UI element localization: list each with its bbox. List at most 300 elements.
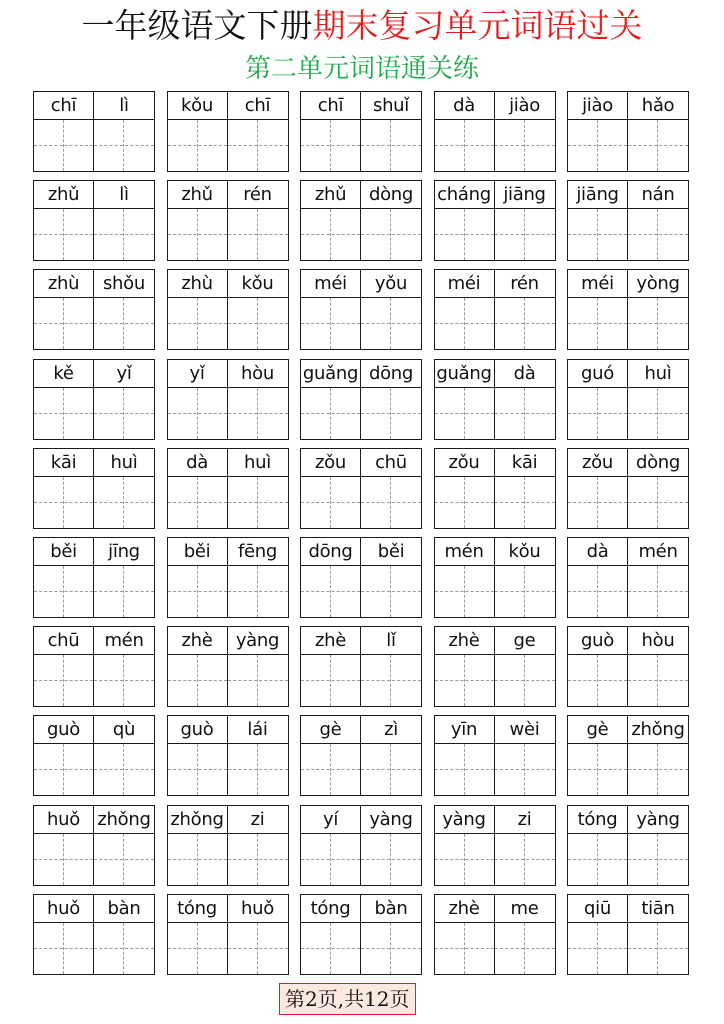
tianzige-cell[interactable]: [628, 566, 688, 617]
pinyin-syllable: guò: [568, 627, 628, 654]
pinyin-row: [568, 92, 688, 120]
tianzige-cell[interactable]: [628, 655, 688, 706]
tianzige-cell[interactable]: [301, 298, 361, 349]
tianzige-cell[interactable]: [361, 298, 421, 349]
pinyin-syllable: rén: [243, 184, 272, 206]
tianzige-cell[interactable]: [628, 120, 688, 171]
tianzige-cell[interactable]: [568, 298, 628, 349]
pinyin-row: [301, 627, 421, 655]
pinyin-syllable: hǎo: [641, 95, 675, 116]
tianzige-cell[interactable]: [628, 388, 688, 439]
tianzige-cell[interactable]: [435, 834, 495, 885]
pinyin-syllable: chī: [34, 92, 94, 119]
tianzige-cell[interactable]: [168, 209, 228, 260]
word-box: [33, 359, 155, 440]
tianzige-cell[interactable]: [94, 298, 154, 349]
tianzige-cell[interactable]: [34, 120, 94, 171]
tianzige-cell[interactable]: [34, 566, 94, 617]
character-writing-row: [34, 120, 154, 171]
character-writing-row: [34, 209, 154, 260]
guide-line-horizontal: [94, 680, 154, 681]
guide-line-vertical: [597, 744, 598, 795]
tianzige-cell[interactable]: [301, 655, 361, 706]
tianzige-cell[interactable]: [94, 209, 154, 260]
pinyin-syllable: huì: [644, 362, 672, 384]
tianzige-cell[interactable]: [568, 209, 628, 260]
tianzige-cell[interactable]: [301, 566, 361, 617]
tianzige-cell[interactable]: [435, 655, 495, 706]
guide-line-vertical: [597, 566, 598, 617]
guide-line-vertical: [123, 120, 124, 171]
guide-line-vertical: [390, 655, 391, 706]
word-row: [33, 537, 693, 619]
guide-line-vertical: [257, 566, 258, 617]
guide-line-vertical: [257, 834, 258, 885]
tianzige-cell[interactable]: [228, 388, 288, 439]
guide-line-vertical: [390, 388, 391, 439]
pinyin-row: [435, 806, 555, 834]
guide-line-horizontal: [495, 413, 555, 414]
tianzige-cell[interactable]: [34, 744, 94, 795]
tianzige-cell[interactable]: [301, 744, 361, 795]
guide-line-vertical: [197, 477, 198, 528]
tianzige-cell[interactable]: [94, 834, 154, 885]
guide-line-vertical: [123, 923, 124, 974]
tianzige-cell[interactable]: [628, 477, 688, 528]
pinyin-syllable: guò: [34, 716, 94, 743]
guide-line-horizontal: [628, 413, 688, 414]
pinyin-syllable: dà: [435, 92, 495, 119]
tianzige-cell[interactable]: [168, 923, 228, 974]
pinyin-syllable: kǒu: [241, 273, 274, 295]
tianzige-cell[interactable]: [34, 477, 94, 528]
guide-line-vertical: [597, 655, 598, 706]
pinyin-syllable: guó: [568, 360, 628, 387]
tianzige-cell[interactable]: [568, 923, 628, 974]
guide-line-vertical: [464, 834, 465, 885]
pinyin-row: [301, 270, 421, 298]
tianzige-cell[interactable]: [301, 834, 361, 885]
tianzige-cell[interactable]: [568, 477, 628, 528]
pinyin-row: [301, 895, 421, 923]
pinyin-syllable: tóng: [301, 895, 361, 922]
guide-line-horizontal: [495, 591, 555, 592]
pinyin-syllable: dà: [568, 538, 628, 565]
pinyin-syllable: bàn: [374, 897, 408, 919]
tianzige-cell[interactable]: [628, 923, 688, 974]
tianzige-cell[interactable]: [94, 120, 154, 171]
pinyin-row: [435, 895, 555, 923]
tianzige-cell[interactable]: [628, 209, 688, 260]
guide-line-vertical: [197, 834, 198, 885]
character-writing-row: [301, 209, 421, 260]
word-box: [567, 180, 689, 261]
tianzige-cell[interactable]: [568, 834, 628, 885]
character-writing-row: [34, 388, 154, 439]
pinyin-syllable: mén: [638, 541, 678, 562]
character-writing-row: [568, 655, 688, 706]
character-writing-row: [301, 477, 421, 528]
pinyin-syllable: jīng: [108, 541, 140, 562]
word-row: [33, 805, 693, 887]
guide-line-vertical: [390, 744, 391, 795]
tianzige-cell[interactable]: [495, 209, 555, 260]
word-box: [300, 269, 422, 350]
tianzige-cell[interactable]: [628, 834, 688, 885]
tianzige-cell[interactable]: [435, 120, 495, 171]
tianzige-cell[interactable]: [568, 120, 628, 171]
guide-line-vertical: [257, 209, 258, 260]
pinyin-row: [301, 538, 421, 566]
pinyin-syllable: fēng: [237, 541, 278, 562]
tianzige-cell[interactable]: [495, 298, 555, 349]
guide-line-horizontal: [94, 413, 154, 414]
character-writing-row: [568, 566, 688, 617]
tianzige-cell[interactable]: [228, 834, 288, 885]
guide-line-horizontal: [228, 859, 288, 860]
guide-line-horizontal: [628, 323, 688, 324]
tianzige-cell[interactable]: [361, 209, 421, 260]
guide-line-vertical: [597, 923, 598, 974]
character-writing-row: [435, 298, 555, 349]
tianzige-cell[interactable]: [568, 388, 628, 439]
pinyin-syllable: me: [510, 897, 539, 919]
guide-line-vertical: [464, 566, 465, 617]
guide-line-vertical: [464, 744, 465, 795]
guide-line-vertical: [657, 655, 658, 706]
guide-line-horizontal: [228, 591, 288, 592]
tianzige-cell[interactable]: [495, 566, 555, 617]
character-writing-row: [568, 120, 688, 171]
guide-line-horizontal: [94, 145, 154, 146]
guide-line-horizontal: [228, 413, 288, 414]
character-writing-row: [301, 744, 421, 795]
tianzige-cell[interactable]: [94, 388, 154, 439]
tianzige-cell[interactable]: [361, 655, 421, 706]
pinyin-row: [435, 449, 555, 477]
word-box: [167, 805, 289, 886]
tianzige-cell[interactable]: [228, 566, 288, 617]
tianzige-cell[interactable]: [228, 923, 288, 974]
character-writing-row: [168, 477, 288, 528]
pinyin-syllable: kāi: [511, 451, 538, 473]
tianzige-cell[interactable]: [228, 298, 288, 349]
character-writing-row: [568, 388, 688, 439]
character-writing-row: [168, 120, 288, 171]
pinyin-syllable: zhè: [168, 627, 228, 654]
pinyin-syllable: dà: [168, 449, 228, 476]
guide-line-vertical: [524, 298, 525, 349]
guide-line-vertical: [597, 298, 598, 349]
word-box: [434, 894, 556, 975]
tianzige-cell[interactable]: [435, 477, 495, 528]
guide-line-horizontal: [495, 769, 555, 770]
pinyin-row: [168, 716, 288, 744]
word-box: [167, 448, 289, 529]
guide-line-horizontal: [94, 502, 154, 503]
pinyin-row: [168, 270, 288, 298]
pinyin-syllable: yǐ: [116, 362, 132, 384]
guide-line-horizontal: [361, 323, 421, 324]
tianzige-cell[interactable]: [495, 388, 555, 439]
word-row: [33, 269, 693, 351]
guide-line-vertical: [197, 655, 198, 706]
pinyin-syllable: zhǒng: [631, 719, 685, 741]
guide-line-horizontal: [495, 323, 555, 324]
tianzige-cell[interactable]: [435, 744, 495, 795]
pinyin-syllable: lì: [119, 184, 129, 206]
tianzige-cell[interactable]: [94, 744, 154, 795]
pinyin-syllable: méi: [435, 270, 495, 297]
tianzige-cell[interactable]: [495, 744, 555, 795]
character-writing-row: [435, 834, 555, 885]
tianzige-cell[interactable]: [168, 744, 228, 795]
guide-line-vertical: [330, 298, 331, 349]
guide-line-horizontal: [94, 859, 154, 860]
pinyin-row: [435, 360, 555, 388]
tianzige-cell[interactable]: [301, 477, 361, 528]
tianzige-cell[interactable]: [435, 388, 495, 439]
tianzige-cell[interactable]: [495, 120, 555, 171]
word-row: [33, 359, 693, 441]
pinyin-syllable: zi: [250, 808, 265, 830]
pinyin-row: [34, 181, 154, 209]
guide-line-vertical: [63, 477, 64, 528]
pinyin-syllable: zhù: [34, 270, 94, 297]
character-writing-row: [435, 209, 555, 260]
tianzige-cell[interactable]: [568, 744, 628, 795]
tianzige-cell[interactable]: [34, 298, 94, 349]
character-writing-row: [435, 120, 555, 171]
tianzige-cell[interactable]: [34, 655, 94, 706]
guide-line-vertical: [330, 923, 331, 974]
pinyin-row: [301, 716, 421, 744]
guide-line-horizontal: [495, 502, 555, 503]
guide-line-vertical: [63, 923, 64, 974]
page-title: [0, 6, 724, 46]
tianzige-cell[interactable]: [168, 388, 228, 439]
guide-line-vertical: [464, 298, 465, 349]
pinyin-row: [34, 806, 154, 834]
pinyin-row: [435, 270, 555, 298]
character-writing-row: [568, 834, 688, 885]
tianzige-cell[interactable]: [361, 744, 421, 795]
pinyin-row: [568, 181, 688, 209]
pinyin-syllable: kě: [34, 360, 94, 387]
tianzige-cell[interactable]: [94, 477, 154, 528]
tianzige-cell[interactable]: [301, 923, 361, 974]
guide-line-vertical: [123, 566, 124, 617]
pinyin-syllable: cháng: [435, 181, 495, 208]
pinyin-row: [168, 538, 288, 566]
tianzige-cell[interactable]: [568, 566, 628, 617]
pinyin-row: [301, 360, 421, 388]
pinyin-row: [568, 270, 688, 298]
word-box: [300, 715, 422, 796]
tianzige-cell[interactable]: [361, 566, 421, 617]
character-writing-row: [301, 566, 421, 617]
guide-line-vertical: [197, 744, 198, 795]
guide-line-vertical: [464, 477, 465, 528]
guide-line-horizontal: [361, 948, 421, 949]
tianzige-cell[interactable]: [361, 388, 421, 439]
guide-line-horizontal: [361, 502, 421, 503]
tianzige-cell[interactable]: [228, 744, 288, 795]
pinyin-syllable: huǒ: [241, 897, 274, 919]
pinyin-syllable: bàn: [107, 897, 141, 919]
guide-line-horizontal: [495, 145, 555, 146]
pinyin-row: [568, 538, 688, 566]
tianzige-cell[interactable]: [495, 834, 555, 885]
tianzige-cell[interactable]: [34, 209, 94, 260]
guide-line-vertical: [464, 388, 465, 439]
page-subtitle: 第二单元词语通关练: [244, 54, 479, 84]
guide-line-horizontal: [361, 234, 421, 235]
pinyin-syllable: gè: [301, 716, 361, 743]
guide-line-vertical: [330, 655, 331, 706]
tianzige-cell[interactable]: [495, 655, 555, 706]
pinyin-syllable: jiào: [568, 92, 628, 119]
pinyin-syllable: nán: [641, 184, 675, 206]
tianzige-cell[interactable]: [361, 834, 421, 885]
pinyin-row: [301, 92, 421, 120]
tianzige-cell[interactable]: [301, 209, 361, 260]
pinyin-syllable: yòng: [636, 273, 680, 295]
guide-line-vertical: [257, 120, 258, 171]
pinyin-row: [301, 806, 421, 834]
character-writing-row: [301, 120, 421, 171]
tianzige-cell[interactable]: [34, 834, 94, 885]
tianzige-cell[interactable]: [568, 655, 628, 706]
character-writing-row: [568, 298, 688, 349]
tianzige-cell[interactable]: [361, 120, 421, 171]
tianzige-cell[interactable]: [168, 834, 228, 885]
tianzige-cell[interactable]: [168, 120, 228, 171]
tianzige-cell[interactable]: [228, 477, 288, 528]
word-box: [167, 894, 289, 975]
character-writing-row: [168, 209, 288, 260]
pinyin-row: [435, 181, 555, 209]
tianzige-cell[interactable]: [495, 923, 555, 974]
guide-line-horizontal: [628, 769, 688, 770]
pinyin-row: [168, 449, 288, 477]
word-box: [567, 537, 689, 618]
guide-line-vertical: [123, 834, 124, 885]
guide-line-horizontal: [228, 323, 288, 324]
guide-line-horizontal: [94, 234, 154, 235]
pinyin-syllable: zhè: [435, 895, 495, 922]
tianzige-cell[interactable]: [94, 923, 154, 974]
pinyin-syllable: mén: [435, 538, 495, 565]
tianzige-cell[interactable]: [228, 655, 288, 706]
pinyin-syllable: dà: [513, 362, 536, 384]
pinyin-syllable: yàng: [369, 808, 413, 830]
guide-line-vertical: [390, 477, 391, 528]
guide-line-vertical: [257, 655, 258, 706]
pinyin-syllable: yīn: [435, 716, 495, 743]
tianzige-cell[interactable]: [168, 477, 228, 528]
pinyin-syllable: tiān: [641, 897, 675, 919]
guide-line-horizontal: [628, 502, 688, 503]
tianzige-cell[interactable]: [435, 209, 495, 260]
tianzige-cell[interactable]: [435, 923, 495, 974]
pinyin-syllable: zhè: [301, 627, 361, 654]
guide-line-vertical: [390, 298, 391, 349]
guide-line-vertical: [63, 388, 64, 439]
pinyin-row: [34, 449, 154, 477]
character-writing-row: [435, 744, 555, 795]
tianzige-cell[interactable]: [34, 923, 94, 974]
pinyin-row: [168, 360, 288, 388]
guide-line-horizontal: [228, 948, 288, 949]
tianzige-cell[interactable]: [228, 209, 288, 260]
pinyin-syllable: chī: [301, 92, 361, 119]
word-box: [300, 359, 422, 440]
pinyin-syllable: méi: [301, 270, 361, 297]
guide-line-horizontal: [228, 502, 288, 503]
guide-line-horizontal: [628, 859, 688, 860]
guide-line-vertical: [197, 209, 198, 260]
guide-line-vertical: [597, 477, 598, 528]
tianzige-cell[interactable]: [361, 923, 421, 974]
guide-line-vertical: [597, 120, 598, 171]
guide-line-horizontal: [228, 680, 288, 681]
tianzige-cell[interactable]: [94, 655, 154, 706]
tianzige-cell[interactable]: [168, 655, 228, 706]
guide-line-vertical: [330, 566, 331, 617]
guide-line-vertical: [197, 923, 198, 974]
character-writing-row: [34, 477, 154, 528]
tianzige-cell[interactable]: [168, 566, 228, 617]
character-writing-row: [435, 923, 555, 974]
word-box: [300, 91, 422, 172]
word-box: [567, 448, 689, 529]
guide-line-horizontal: [628, 234, 688, 235]
pinyin-syllable: wèi: [509, 719, 540, 741]
guide-line-horizontal: [628, 591, 688, 592]
pinyin-syllable: lái: [247, 719, 268, 741]
guide-line-vertical: [123, 209, 124, 260]
tianzige-cell[interactable]: [435, 566, 495, 617]
tianzige-cell[interactable]: [435, 298, 495, 349]
character-writing-row: [435, 566, 555, 617]
pinyin-syllable: guò: [168, 716, 228, 743]
guide-line-vertical: [524, 120, 525, 171]
pinyin-syllable: tóng: [168, 895, 228, 922]
guide-line-vertical: [123, 298, 124, 349]
tianzige-cell[interactable]: [168, 298, 228, 349]
guide-line-vertical: [197, 388, 198, 439]
pinyin-syllable: gè: [568, 716, 628, 743]
tianzige-cell[interactable]: [495, 477, 555, 528]
pinyin-syllable: ge: [513, 630, 536, 652]
tianzige-cell[interactable]: [361, 477, 421, 528]
tianzige-cell[interactable]: [34, 388, 94, 439]
tianzige-cell[interactable]: [628, 744, 688, 795]
pinyin-syllable: lì: [119, 95, 129, 116]
tianzige-cell[interactable]: [94, 566, 154, 617]
pinyin-row: [568, 360, 688, 388]
guide-line-horizontal: [228, 145, 288, 146]
pinyin-row: [435, 92, 555, 120]
title-grade: 一年级语文下册: [81, 6, 313, 45]
pinyin-syllable: jiāng: [503, 184, 546, 206]
tianzige-cell[interactable]: [628, 298, 688, 349]
tianzige-cell[interactable]: [228, 120, 288, 171]
word-box: [33, 269, 155, 350]
tianzige-cell[interactable]: [301, 388, 361, 439]
tianzige-cell[interactable]: [301, 120, 361, 171]
